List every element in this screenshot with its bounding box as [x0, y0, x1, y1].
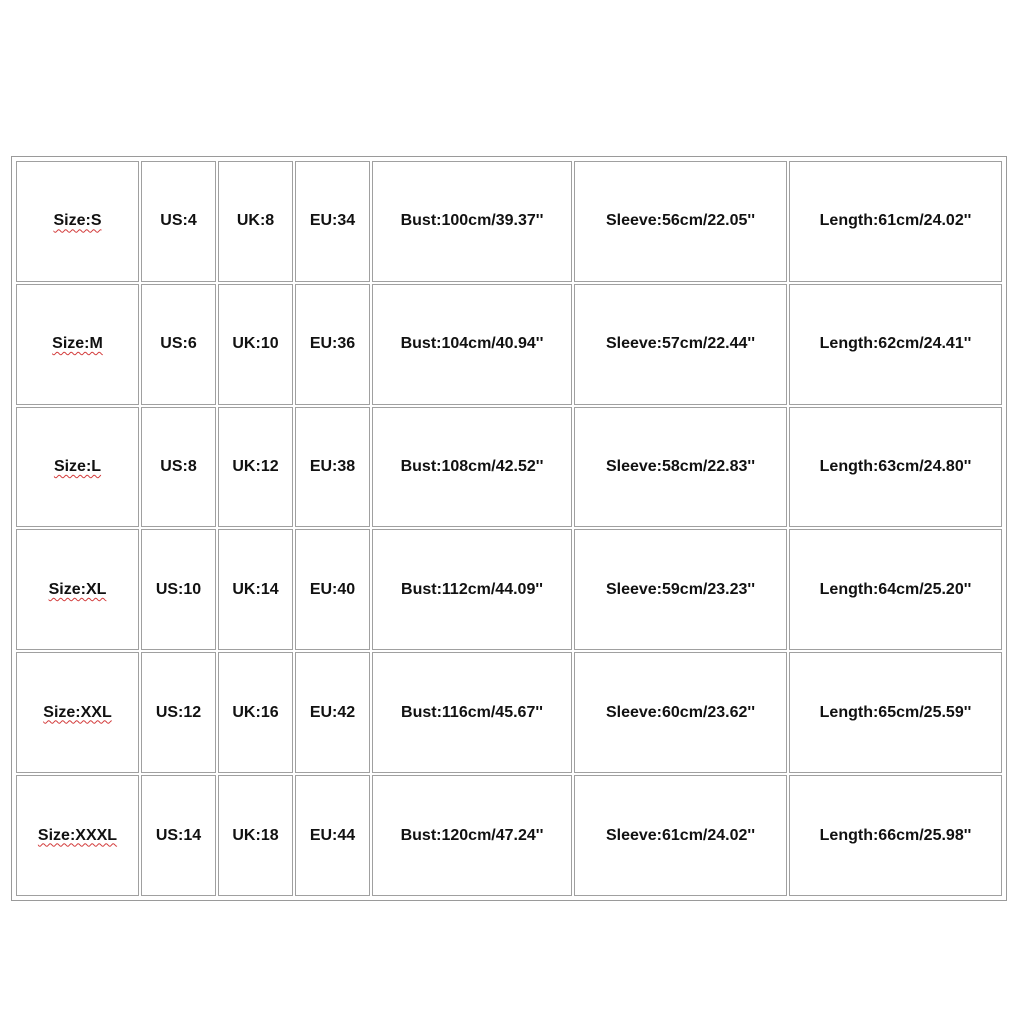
uk-size-cell: UK:18	[218, 775, 293, 896]
size-cell: Size:XXL	[16, 652, 139, 773]
size-cell: Size:L	[16, 407, 139, 528]
uk-size-cell: UK:10	[218, 284, 293, 405]
uk-size-cell: UK:14	[218, 529, 293, 650]
us-size-cell: US:10	[141, 529, 216, 650]
table-row	[16, 529, 1002, 650]
length-cell: Length:63cm/24.80''	[789, 407, 1002, 528]
eu-size-cell: EU:42	[295, 652, 370, 773]
eu-size-cell: EU:38	[295, 407, 370, 528]
us-size-cell: US:12	[141, 652, 216, 773]
length-cell: Length:62cm/24.41''	[789, 284, 1002, 405]
bust-cell: Bust:104cm/40.94''	[372, 284, 572, 405]
sleeve-cell: Sleeve:56cm/22.05''	[574, 161, 787, 282]
length-cell: Length:65cm/25.59''	[789, 652, 1002, 773]
sleeve-cell: Sleeve:59cm/23.23''	[574, 529, 787, 650]
eu-size-cell: EU:40	[295, 529, 370, 650]
bust-cell: Bust:116cm/45.67''	[372, 652, 572, 773]
size-chart-table	[11, 156, 1007, 901]
us-size-cell: US:4	[141, 161, 216, 282]
size-cell: Size:XL	[16, 529, 139, 650]
size-cell: Size:S	[16, 161, 139, 282]
sleeve-cell: Sleeve:57cm/22.44''	[574, 284, 787, 405]
eu-size-cell: EU:34	[295, 161, 370, 282]
sleeve-cell: Sleeve:60cm/23.62''	[574, 652, 787, 773]
table-row	[16, 284, 1002, 405]
table-row	[16, 775, 1002, 896]
us-size-cell: US:8	[141, 407, 216, 528]
size-cell: Size:M	[16, 284, 139, 405]
sleeve-cell: Sleeve:61cm/24.02''	[574, 775, 787, 896]
size-cell: Size:XXXL	[16, 775, 139, 896]
table-row	[16, 652, 1002, 773]
sleeve-cell: Sleeve:58cm/22.83''	[574, 407, 787, 528]
us-size-cell: US:14	[141, 775, 216, 896]
eu-size-cell: EU:36	[295, 284, 370, 405]
bust-cell: Bust:100cm/39.37''	[372, 161, 572, 282]
bust-cell: Bust:120cm/47.24''	[372, 775, 572, 896]
uk-size-cell: UK:16	[218, 652, 293, 773]
length-cell: Length:61cm/24.02''	[789, 161, 1002, 282]
length-cell: Length:66cm/25.98''	[789, 775, 1002, 896]
us-size-cell: US:6	[141, 284, 216, 405]
bust-cell: Bust:112cm/44.09''	[372, 529, 572, 650]
length-cell: Length:64cm/25.20''	[789, 529, 1002, 650]
table-row	[16, 161, 1002, 282]
bust-cell: Bust:108cm/42.52''	[372, 407, 572, 528]
uk-size-cell: UK:8	[218, 161, 293, 282]
table-row	[16, 407, 1002, 528]
uk-size-cell: UK:12	[218, 407, 293, 528]
eu-size-cell: EU:44	[295, 775, 370, 896]
